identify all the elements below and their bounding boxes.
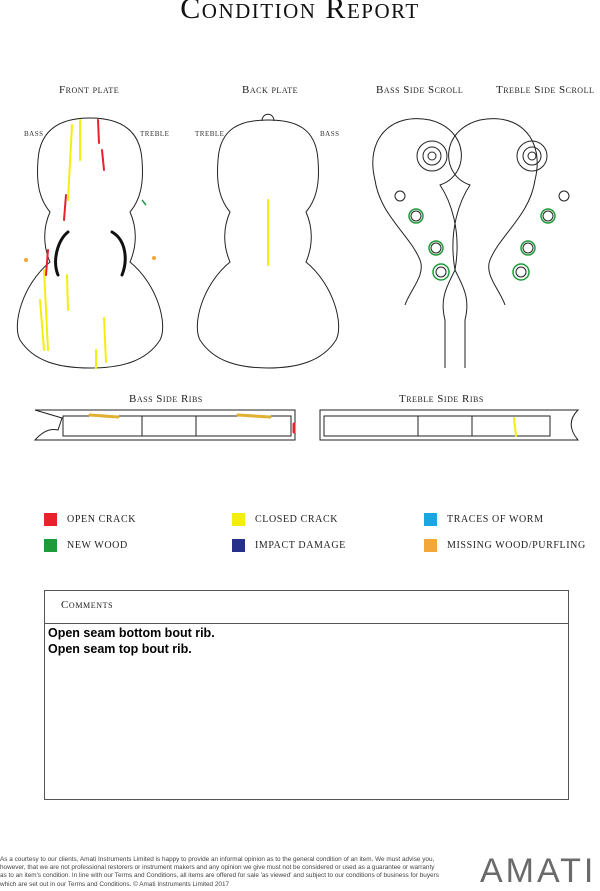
- comments-box: [44, 590, 569, 800]
- bass-side-scroll-label: Bass Side Scroll: [376, 84, 464, 96]
- amati-logo: AMATI: [480, 852, 597, 890]
- legend-label-new-wood: NEW WOOD: [67, 540, 128, 551]
- legend-label-impact-damage: IMPACT DAMAGE: [255, 540, 346, 551]
- legend-label-open-crack: OPEN CRACK: [67, 514, 137, 525]
- back-treble-label: TREBLE: [195, 130, 225, 138]
- legend-swatch-traces-of-worm: [424, 513, 437, 526]
- back-plate-label: Back plate: [242, 84, 298, 96]
- front-plate-label: Front plate: [59, 84, 120, 96]
- legend-label-closed-crack: CLOSED CRACK: [255, 514, 339, 525]
- disclaimer-text: As a courtesy to our clients, Amati Instruments Limited is happy to provide an informal opinion as to the general condition of an item. We must advise you, however, that we are not professional restorers or instrument makers and any opinion we give must not be considered or used as a guarantee or warranty as to an item's condition. In line with our Terms and Conditions, all items are offered for sale 'as viewed' and subject to our conditions of business for buyers which are set out in our Terms and Conditions. © Amati Instruments Limited 2017: [0, 856, 439, 888]
- legend-swatch-closed-crack: [232, 513, 245, 526]
- legend-swatch-missing-wood: [424, 539, 437, 552]
- treble-scroll-outline: [449, 119, 538, 368]
- legend-label-missing-wood: MISSING WOOD/PURFLING: [447, 540, 586, 551]
- legend-label-traces-of-worm: TRACES OF WORM: [447, 514, 544, 525]
- comments-title: Comments: [61, 599, 114, 611]
- page-title: Condition Report: [180, 0, 420, 25]
- legend-swatch-new-wood: [44, 539, 57, 552]
- comment-line: Open seam top bout rib.: [48, 642, 192, 656]
- front-treble-label: TREBLE: [140, 130, 170, 138]
- front-bass-label: BASS: [24, 130, 44, 138]
- bass-side-ribs-label: Bass Side Ribs: [129, 393, 203, 405]
- treble-side-scroll-label: Treble Side Scroll: [496, 84, 595, 96]
- legend-swatch-open-crack: [44, 513, 57, 526]
- comment-line: Open seam bottom bout rib.: [48, 626, 215, 640]
- legend-swatch-impact-damage: [232, 539, 245, 552]
- back-bass-label: BASS: [320, 130, 340, 138]
- front-plate-outline: [17, 118, 162, 368]
- comments-header: [45, 591, 568, 624]
- treble-side-ribs-label: Treble Side Ribs: [399, 393, 484, 405]
